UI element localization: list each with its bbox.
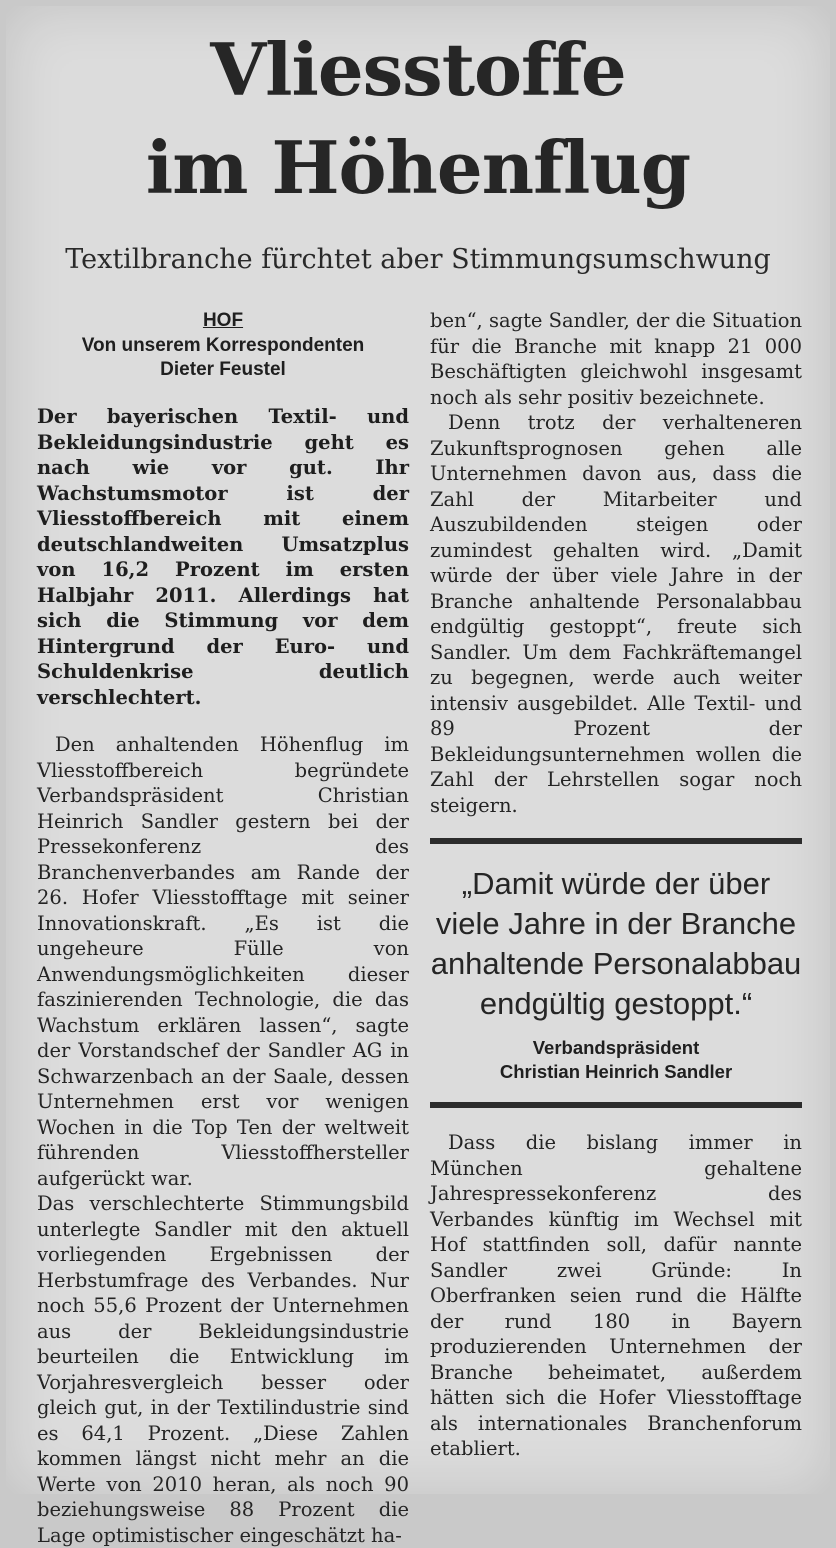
body-paragraph-2-part-1: Das verschlechterte Stimmungsbild unterlegte Sandler mit den aktuell vorliegenden Ergebnissen der Herbstumfrage des Verbandes. Nur noch 55,6 Prozent der Unternehmen aus der Bekleidungsindustrie beurteilen die Entwicklung im Vorjahresvergleich besser oder gleich gut, in der Textilindustrie sind es 64,1 Prozent. „Diese Zahlen kommen längst nicht mehr an die Werte von 2010 heran, als noch 90 beziehungsweise 88 Prozent die Lage optimistischer eingeschätzt ha- bbox=[37, 1192, 409, 1547]
body-paragraph-4: Dass die bislang immer in München gehaltene Jahrespressekonferenz des Verbandes künftig im Wechsel mit Hof stattfinden soll, dafür nannte Sandler zwei Gründe: In Oberfranken seien rund die Hälfte der rund 180 in Bayern produzierenden Unternehmen der Branche beheimatet, außerdem hätten sich die Hofer Vliesstofftage als internationales Branchenforum etabliert. bbox=[430, 1131, 802, 1460]
dateline-place: HOF bbox=[202, 310, 244, 331]
byline-line-1: Von unserem Korrespondenten bbox=[81, 335, 365, 356]
pullquote-source-title: Verbandspräsident bbox=[532, 1037, 700, 1058]
headline-line-2: im Höhenflug bbox=[145, 125, 691, 210]
left-column bbox=[37, 308, 409, 1548]
pullquote-top-rule bbox=[430, 838, 802, 844]
right-column bbox=[430, 308, 802, 1462]
dateline-block bbox=[37, 308, 409, 382]
body-paragraph-2-part-2: ben“, sagte Sandler, der die Situation für die Branche mit knapp 21 000 Beschäftigten gleichwohl insgesamt noch als sehr positiv bezeichnete. bbox=[430, 309, 803, 409]
pullquote-source-name: Christian Heinrich Sandler bbox=[499, 1061, 733, 1082]
pullquote-source bbox=[430, 1036, 802, 1084]
headline-line-1: Vliesstoffe bbox=[210, 27, 626, 112]
body-paragraph-1: Den anhaltenden Höhenflug im Vliesstoffbereich begründete Verbandspräsident Christian Heinrich Sandler gestern bei der Pressekonferenz des Branchenverbandes am Rande der 26. Hofer Vliesstofftage mit seiner Innovationskraft. „Es ist die ungeheure Fülle von Anwendungsmöglichkeiten dieser faszinierenden Technologie, die das Wachstum erklären lassen“, sagte der Vorstandschef der Sandler AG in Schwarzenbach an der Saale, dessen Unternehmen erst vor wenigen Wochen in die Top Ten der weltweit führenden Vliesstoffhersteller aufgerückt war. bbox=[37, 733, 409, 1190]
byline-line-2: Dieter Feustel bbox=[160, 359, 286, 380]
body-paragraph-3: Denn trotz der verhalteneren Zukunftsprognosen gehen alle Unternehmen davon aus, dass die Zahl der Mitarbeiter und Auszubildenden steigen oder zumindest gehalten wird. „Damit würde der über viele Jahre in der Branche anhaltende Personalabbau endgültig gestoppt“, freute sich Sandler. Um dem Fachkräftemangel zu begegnen, werde auch weiter intensiv ausgebildet. Alle Textil- und 89 Prozent der Bekleidungsunternehmen wollen die Zahl der Lehrstellen sogar noch steigern. bbox=[430, 411, 802, 817]
subheadline: Textilbranche fürchtet aber Stimmungsumschwung bbox=[65, 244, 771, 275]
lead-paragraph: Der bayerischen Textil- und Bekleidungsindustrie geht es nach wie vor gut. Ihr Wachstumsmotor ist der Vliesstoffbereich mit einem deutschlandweiten Umsatzplus von 16,2 Prozent im ersten Halbjahr 2011. Allerdings hat sich die Stimmung vor dem Hintergrund der Euro- und Schuldenkrise deutlich verschlechtert. bbox=[37, 405, 409, 709]
pullquote: „Damit würde der über viele Jahre in der Branche anhaltende Personalabbau endgültig gestoppt.“ bbox=[430, 866, 802, 1021]
pullquote-bottom-rule bbox=[430, 1102, 802, 1108]
